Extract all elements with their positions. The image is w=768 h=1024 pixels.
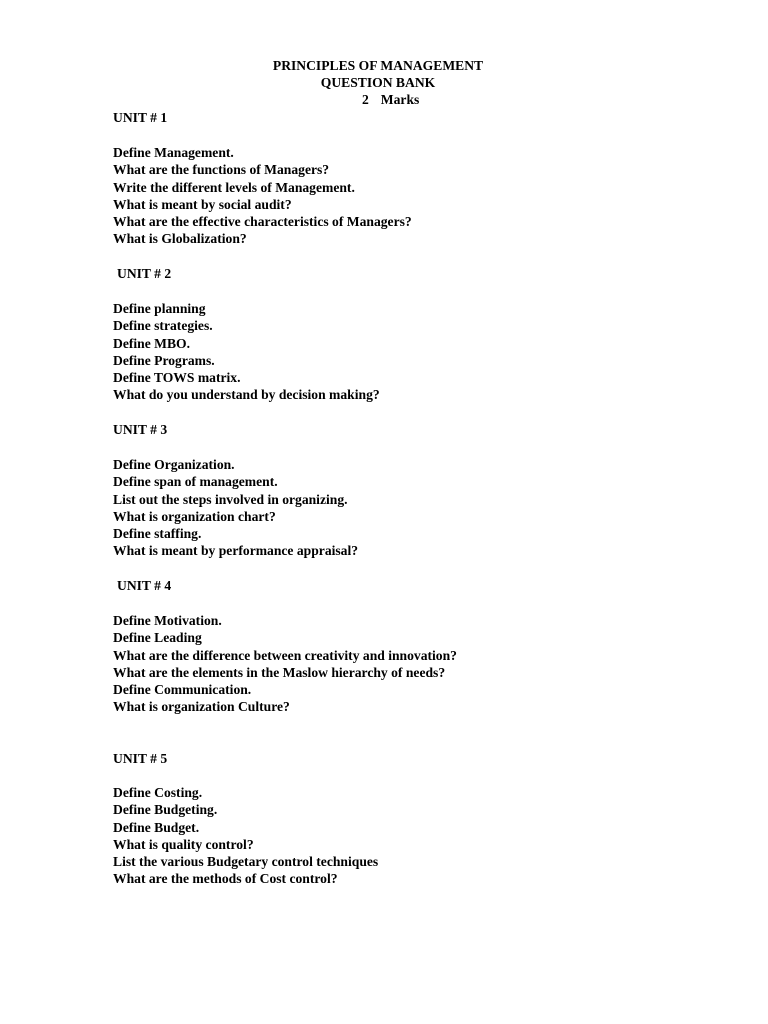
document-title: PRINCIPLES OF MANAGEMENT [272,58,484,73]
question-text: Define Budgeting. [113,802,218,818]
document-subtitle: QUESTION BANK [320,75,436,90]
question-text: Define Costing. [113,785,203,800]
question-text: Define TOWS matrix. [113,370,241,386]
marks-line [362,91,419,108]
question-text: Define Organization. [113,457,235,472]
question-text: Define strategies. [113,318,213,334]
marks-number: 2 [362,92,369,107]
question-text: What is meant by social audit? [113,196,292,212]
question-text: What are the elements in the Maslow hierarchy of needs? [113,664,446,680]
unit-heading: UNIT # 3 [113,422,168,437]
unit-heading: UNIT # 4 [117,578,172,593]
question-text: What are the effective characteristics of Managers? [113,214,412,230]
unit-heading: UNIT # 2 [117,266,172,281]
question-text: Define staffing. [113,526,202,542]
question-text: Define planning [113,301,206,316]
question-text: What is Globalization? [113,231,247,247]
unit-heading: UNIT # 5 [113,751,168,766]
question-text: What do you understand by decision making? [113,387,380,403]
question-text: Define Leading [113,630,202,646]
question-text: What are the difference between creativity and innovation? [113,647,457,663]
question-text: What is organization chart? [113,508,276,524]
question-text: What are the methods of Cost control? [113,871,338,887]
question-text: Define span of management. [113,474,278,490]
question-text: What is organization Culture? [113,699,290,715]
question-text: Define Programs. [113,352,215,368]
question-text: Define Motivation. [113,613,222,628]
question-text: Define Communication. [113,682,252,698]
question-text: What is meant by performance appraisal? [113,543,359,559]
marks-label: Marks [380,92,420,107]
question-text: What is quality control? [113,836,254,852]
question-text: Define Budget. [113,819,200,835]
unit-heading: UNIT # 1 [113,110,168,125]
question-text: Define MBO. [113,335,191,351]
question-text: Define Management. [113,145,234,160]
question-text: List the various Budgetary control techniques [113,854,379,870]
question-text: Write the different levels of Management. [113,179,355,195]
question-text: What are the functions of Managers? [113,162,330,178]
question-text: List out the steps involved in organizing. [113,491,348,507]
